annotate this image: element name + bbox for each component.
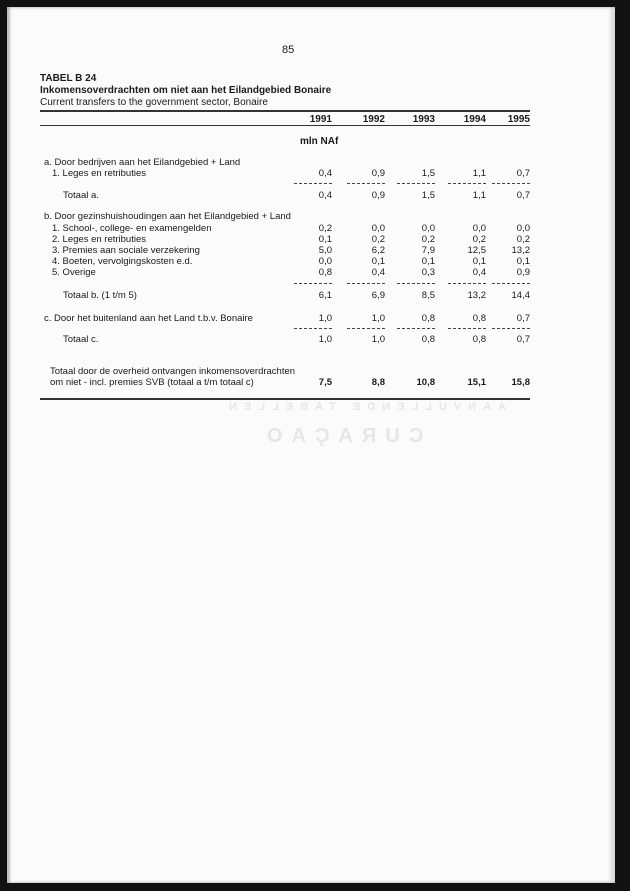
bleed-through-text: CURAÇAO (258, 425, 424, 447)
cell-value: 0,4 (371, 267, 385, 278)
header-rule (40, 125, 530, 126)
cell-value: 15,1 (467, 377, 486, 388)
grand-total-row (0, 377, 630, 388)
cell-value: 1,0 (318, 334, 332, 345)
cell-value: 1,1 (472, 190, 486, 201)
unit-label: mln NAf (300, 136, 339, 147)
cell-value: 0,0 (472, 223, 486, 234)
column-header-1995: 1995 (507, 114, 530, 125)
table-row (0, 234, 630, 245)
column-header-1993: 1993 (412, 114, 435, 125)
cell-value: 0,2 (516, 234, 530, 245)
cell-value: 0,1 (318, 234, 332, 245)
page-number: 85 (282, 44, 295, 56)
cell-value: 1,0 (371, 334, 385, 345)
cell-value: 0,8 (421, 334, 435, 345)
total-label: Totaal b. (1 t/m 5) (63, 290, 137, 301)
cell-value: 0,8 (318, 267, 332, 278)
cell-value: 1,1 (472, 168, 486, 179)
cell-value: 0,0 (421, 223, 435, 234)
cell-value: 0,1 (421, 256, 435, 267)
cell-value: 13,2 (511, 245, 530, 256)
row-label: 1. Leges en retributies (52, 168, 147, 179)
section-b-heading: b. Door gezinshuishoudingen aan het Eilandgebied + Land (44, 211, 291, 222)
cell-value: 0,1 (472, 256, 486, 267)
cell-value: 7,5 (318, 377, 332, 388)
grand-total-label-line1: Totaal door de overheid ontvangen inkomensoverdrachten (50, 366, 296, 377)
section-c-heading: c. Door het buitenland aan het Land t.b.v. Bonaire (44, 313, 253, 324)
cell-value: 1,5 (421, 168, 435, 179)
cell-value: 5,0 (318, 245, 332, 256)
section-a-heading: a. Door bedrijven aan het Eilandgebied + Land (44, 157, 241, 168)
cell-value: 0,1 (516, 256, 530, 267)
cell-value: 6,1 (318, 290, 332, 301)
cell-value: 0,9 (371, 190, 385, 201)
cell-value: 0,7 (516, 190, 530, 201)
table-row (0, 313, 630, 324)
cell-value: 0,7 (516, 334, 530, 345)
top-rule (40, 110, 530, 112)
cell-value: 0,2 (472, 234, 486, 245)
cell-value: 12,5 (467, 245, 486, 256)
row-label: 3. Premies aan sociale verzekering (52, 245, 200, 256)
cell-value: 6,9 (371, 290, 385, 301)
cell-value: 0,2 (371, 234, 385, 245)
grand-total-label-line2: om niet - incl. premies SVB (totaal a t/m totaal c) (50, 377, 254, 388)
cell-value: 1,0 (318, 313, 332, 324)
column-header-1992: 1992 (362, 114, 385, 125)
total-label: Totaal a. (63, 190, 99, 201)
bleed-through-text: AANVULLENDE TABELLEN (222, 401, 507, 413)
column-header-1994: 1994 (463, 114, 486, 125)
cell-value: 0,8 (421, 313, 435, 324)
cell-value: 10,8 (416, 377, 435, 388)
table-code: TABEL B 24 (40, 73, 97, 84)
total-row (0, 334, 630, 345)
cell-value: 0,8 (472, 313, 486, 324)
cell-value: 7,9 (421, 245, 435, 256)
bottom-rule (40, 398, 530, 400)
cell-value: 0,0 (516, 223, 530, 234)
row-label: 4. Boeten, vervolgingskosten e.d. (52, 256, 193, 267)
table-row (0, 223, 630, 234)
table-header (40, 73, 530, 109)
cell-value: 0,1 (371, 256, 385, 267)
table-title-english: Current transfers to the government sector, Bonaire (40, 97, 268, 108)
cell-value: 0,0 (371, 223, 385, 234)
table-row (0, 168, 630, 179)
total-row (0, 290, 630, 301)
table-row (0, 245, 630, 256)
cell-value: 0,2 (421, 234, 435, 245)
cell-value: 0,8 (472, 334, 486, 345)
row-label: 5. Overige (52, 267, 96, 278)
cell-value: 8,8 (371, 377, 385, 388)
total-row (0, 190, 630, 201)
cell-value: 8,5 (421, 290, 435, 301)
cell-value: 1,5 (421, 190, 435, 201)
cell-value: 0,9 (371, 168, 385, 179)
cell-value: 0,4 (318, 190, 332, 201)
cell-value: 0,4 (318, 168, 332, 179)
row-label: 1. School-, college- en examengelden (52, 223, 212, 234)
cell-value: 0,3 (421, 267, 435, 278)
cell-value: 0,7 (516, 313, 530, 324)
cell-value: 6,2 (371, 245, 385, 256)
table-row (0, 267, 630, 278)
table-title-dutch: Inkomensoverdrachten om niet aan het Eilandgebied Bonaire (40, 85, 332, 96)
cell-value: 13,2 (467, 290, 486, 301)
row-label: 2. Leges en retributies (52, 234, 147, 245)
cell-value: 15,8 (511, 377, 530, 388)
cell-value: 0,9 (516, 267, 530, 278)
cell-value: 0,4 (472, 267, 486, 278)
table-row (0, 256, 630, 267)
total-label: Totaal c. (63, 334, 99, 345)
cell-value: 0,2 (318, 223, 332, 234)
column-header-1991: 1991 (309, 114, 332, 125)
cell-value: 1,0 (371, 313, 385, 324)
cell-value: 14,4 (511, 290, 530, 301)
cell-value: 0,7 (516, 168, 530, 179)
cell-value: 0,0 (318, 256, 332, 267)
